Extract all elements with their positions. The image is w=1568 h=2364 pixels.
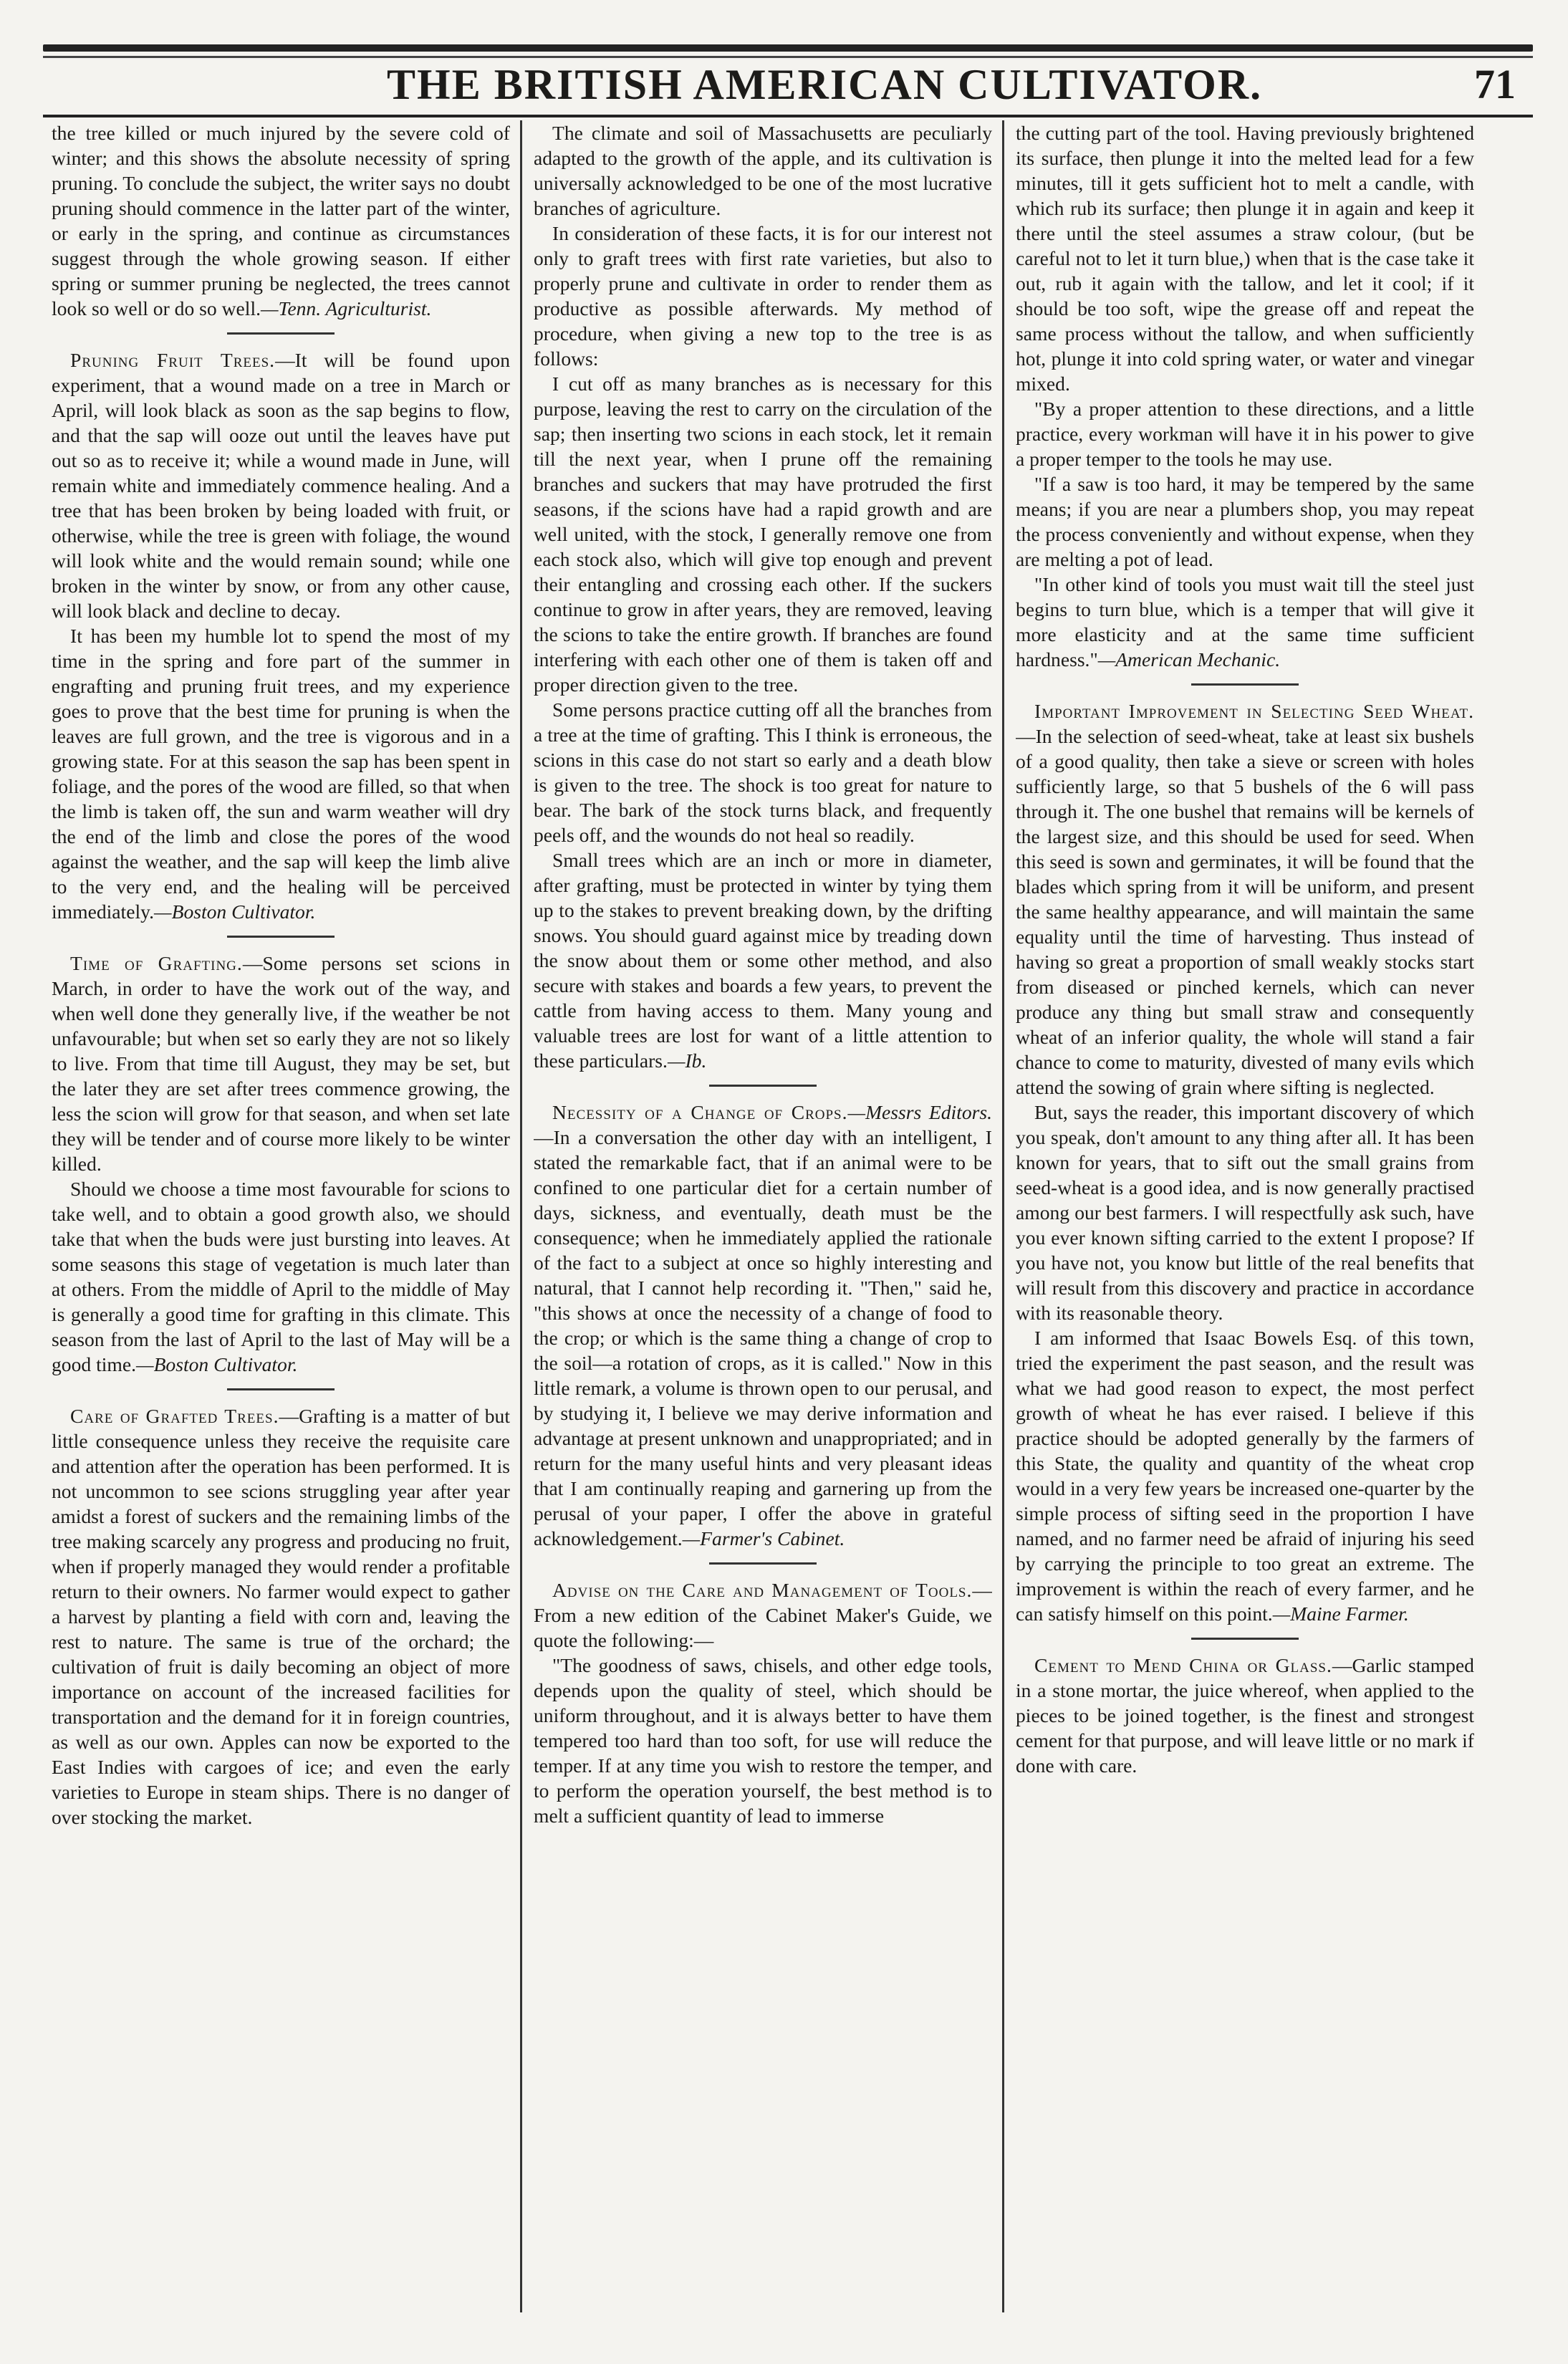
article-separator (709, 1085, 817, 1087)
article-salutation: —Messrs Editors. (847, 1101, 992, 1123)
article-paragraph: —From a new edition of the Cabinet Maker's Guide, we quote the following:— (534, 1579, 992, 1651)
column-1 (52, 120, 510, 2312)
article-source: —Tenn. Agriculturist. (261, 297, 432, 319)
article-paragraph: —Grafting is a matter of but little consequence unless they receive the requisite care and attention after the operation has been performed. It is not uncommon to see scions struggling year after year amidst a forest of suckers and the remaining limbs of the tree making scarcely any progress and producing no fruit, when if properly managed they would render a profitable return to their owners. No farmer would expect to gather a harvest by planting a field with corn and, leaving the rest to nature. The same is true of the orchard; the cultivation of fruit is daily becoming an object of more importance on account of the increased facilities for transportation and the demand for it in foreign countries, as well as our own. Apples can now be exported to the East Indies with cargoes of ice; and even the early varieties to Europe in steam ships. There is no danger of over stocking the market. (52, 1405, 510, 1828)
article-paragraph: —In the selection of seed-wheat, take at least six bushels of a good quality, then take a sieve or screen with holes sufficiently large, so that 5 bushels of the 6 will pass through it. The one bushel that remains will be kernels of the largest size, and this should be used for seed. When this seed is sown and germinates, it will be found that the blades which spring from it will be uniform, and present the same healthy appearance, and will maintain the same equality until the time of harvesting. Thus instead of having so great a proportion of small weakly stocks start from diseased or pinched kernels, which can never produce any thing but small straw and consequently wheat of an inferior quality, the whole will stand a fair chance to come to maturity, divested of many evils which attend the sowing of grain where sifting is neglected. (1016, 725, 1474, 1098)
article-paragraph: "The goodness of saws, chisels, and other edge tools, depends upon the quality of steel, which should be uniform throughout, and it is always better to have them tempered too hard than too soft, for use will reduce the temper. If at any time you wish to restore the temper, and to perform the operation yourself, the best method is to melt a sufficient quantity of lead to immerse (534, 1654, 992, 1827)
article-source: —Farmer's Cabinet. (682, 1527, 845, 1549)
article-paragraph: Some persons practice cutting off all the branches from a tree at the time of grafting. This I think is erroneous, the scions in this case do not start so early and a death blow is given to the tree. The shock is too great for nature to bear. The bark of the stock turns black, and frequently peels off, and the wounds do not heal so readily. (534, 698, 992, 846)
article-care-of-tools (534, 1577, 992, 1828)
article-change-of-crops (534, 1100, 992, 1551)
article-paragraph: —It will be found upon experiment, that a wound made on a tree in March or April, will look black as soon as the sap begins to flow, and that the sap will ooze out until the leaves have put out so as to receive it; while a wound made in June, will remain white and immediately commence healing. And a tree that has been broken by being loaded with fruit, or otherwise, while the tree is green with foliage, the wound will look white and the would remain sound; while one broken in the winter by snow, or from any other cause, will look black and decline to decay. (52, 349, 510, 622)
article-body: the tree killed or much injured by the severe cold of winter; and this shows the absolute necessity of spring pruning. To conclude the subject, the writer says no doubt pruning should commence in the latter part of the winter, or early in the spring, and continue as circumstances suggest through the whole growing season. If either spring or summer pruning be neglected, the trees cannot look so well or do so well. (52, 122, 510, 319)
article-paragraph: "If a saw is too hard, it may be tempered by the same means; if you are near a plumbers shop, you may repeat the process conveniently and without expense, when they are melting a pot of lead. (1016, 473, 1474, 570)
article-separator (709, 1562, 817, 1565)
article-separator (1191, 683, 1299, 686)
article-heading: Cement to Mend China or Glass. (1034, 1654, 1332, 1676)
article-separator (227, 1388, 335, 1390)
article-separator (1191, 1638, 1299, 1640)
article-paragraph: Should we choose a time most favourable for scions to take well, and to obtain a good growth also, we should take that when the buds were just bursting into leaves. At some seasons this stage of vegetation is much later than at others. From the middle of April to the middle of May is generally a good time for grafting in this climate. This season from the last of April to the last of May will be a good time. (52, 1178, 510, 1375)
article-paragraph: I am informed that Isaac Bowels Esq. of this town, tried the experiment the past season, and the result was what we had good reason to expect, the most perfect growth of wheat he has ever raised. I believe if this practice should be adopted generally by the farmers of this State, the quality and quantity of the wheat crop would in a very few years be increased one-quarter by the simple process of sifting seed in the proportion I have named, and no farmer need be afraid of injuring his seed by carrying the principle to too great an extreme. The improvement is within the reach of every farmer, and he can satisfy himself on this point. (1016, 1327, 1474, 1625)
article-paragraph: It has been my humble lot to spend the most of my time in the spring and fore part of the summer in engrafting and pruning fruit trees, and my experience goes to prove that the best time for pruning is when the leaves are full grown, and the tree is vigorous and in a growing state. For at this season the sap has been spent in foliage, and the pores of the wood are filled, so that when the limb is taken off, the sun and warm weather will dry the end of the limb and close the pores of the wood against the weather, and the sap will keep the limb alive to the very end, and the healing will be perceived immediately. (52, 625, 510, 923)
header-rule (43, 115, 1533, 117)
article-source: —Boston Cultivator. (154, 900, 316, 923)
article-care-of-grafted-trees (52, 1403, 510, 1830)
article-paragraph: —In a conversation the other day with an intelligent, I stated the remarkable fact, that if an animal were to be confined to one particular diet for a certain number of days, sickness, and eventually, death must be the consequence; when he immediately applied the rationale of the fact to a subject at once so highly interesting and natural, that I cannot help recording it. "Then," said he, "this shows at once the necessity of a change of food to the crop; or which is the same thing a change of crop to the soil—a rotation of crops, as it is called." Now in this little remark, a volume is thrown open to our perusal, and by studying it, I believe we may derive information and advantage at present unknown and unappropriated; and in return for the many useful hints and very pleasant ideas that I am continually reaping and garnering up from the perusal of your paper, I offer the above in grateful acknowledgement. (534, 1126, 992, 1549)
article-grafted-trees-continued (534, 120, 992, 1073)
article-seed-wheat (1016, 698, 1474, 1626)
page-number: 71 (1474, 61, 1516, 107)
masthead-title: THE BRITISH AMERICAN CULTIVATOR. (387, 61, 1263, 108)
article-source: —Maine Farmer. (1272, 1603, 1409, 1625)
article-heading: Necessity of a Change of Crops. (552, 1101, 848, 1123)
article-paragraph: But, says the reader, this important discovery of which you speak, don't amount to any thing after all. It has been known for years, that to sift out the small grains from seed-wheat is a good idea, and is now generally practised among our best farmers. I will respectfully ask such, have you ever known sifting carried to the extent I propose? If you have not, you know but little of the real benefits that will result from this discovery and practice in accordance with its reasonable theory. (1016, 1101, 1474, 1324)
article-heading: Time of Grafting. (70, 952, 243, 974)
masthead (43, 57, 1533, 115)
article-separator (227, 332, 335, 335)
article-paragraph: "In other kind of tools you must wait till the steel just begins to turn blue, which is a temper that will give it more elasticity and at the same time sufficient hardness." (1016, 573, 1474, 671)
article-paragraph: In consideration of these facts, it is for our interest not only to graft trees with first rate varieties, but also to properly prune and cultivate in order to render them as productive as possible afterwards. My method of procedure, when giving a new top to the tree is as follows: (534, 222, 992, 370)
column-3 (1016, 120, 1474, 2312)
article-paragraph: the cutting part of the tool. Having previously brightened its surface, then plunge it into the melted lead for a few minutes, till it gets sufficient hot to melt a candle, with which rub its surface; then plunge it in again and keep it there until the steel assumes a straw colour, (but be careful not to let it turn blue,) when that is the case take it out, rub it again with the tallow, and let it cool; if it should be too soft, wipe the grease off and repeat the same process without the tallow, and when sufficiently hot, plunge it into cold spring water, or water and vinegar mixed. (1016, 122, 1474, 395)
column-divider (520, 120, 522, 2312)
article-separator (227, 936, 335, 938)
article-cement-china (1016, 1653, 1474, 1778)
article-paragraph: The climate and soil of Massachusetts are peculiarly adapted to the growth of the apple, and its cultivation is universally acknowledged to be one of the most lucrative branches of agriculture. (534, 122, 992, 219)
top-rule (43, 44, 1533, 52)
article-source: —American Mechanic. (1097, 648, 1281, 671)
article-heading: Care of Grafted Trees. (70, 1405, 279, 1427)
article-time-of-grafting (52, 951, 510, 1377)
article-source: —Boston Cultivator. (136, 1353, 298, 1375)
column-divider (1002, 120, 1004, 2312)
column-2 (534, 120, 992, 2312)
article-paragraph: Small trees which are an inch or more in diameter, after grafting, must be protected in winter by tying them up to the stakes to prevent breaking down, by the drifting snows. You should guard against mice by treading down the snow about them or some other method, and also secure with stakes and boards a few years, to prevent the cattle from having access to them. Many young and valuable trees are lost for want of a little attention to these particulars. (534, 849, 992, 1072)
article-heading: Advise on the Care and Management of Tools. (552, 1579, 973, 1601)
article-source: —Ib. (667, 1049, 707, 1072)
article-pruning-continued (52, 120, 510, 321)
article-paragraph: I cut off as many branches as is necessary for this purpose, leaving the rest to carry on the circulation of the sap; then inserting two scions in each stock, let it remain till the next year, when I prune off the remaining branches and suckers that may have protruded the first seasons, if the scions have had a rapid growth and are well united, with the stock, I generally remove one from each stock also, which will give top enough and prevent their entangling and crossing each other. If the suckers continue to grow in after years, they are removed, leaving the scions to take the entire growth. If branches are found interfering with each other one of them is taken off and proper direction given to the tree. (534, 373, 992, 696)
article-paragraph: "By a proper attention to these directions, and a little practice, every workman will have it in his power to give a proper temper to the tools he may use. (1016, 398, 1474, 470)
article-paragraph: —Garlic stamped in a stone mortar, the juice whereof, when applied to the pieces to be joined together, is the finest and strongest cement for that purpose, and will leave little or no mark if done with care. (1016, 1654, 1474, 1777)
article-heading: Pruning Fruit Trees. (70, 349, 276, 371)
article-pruning-fruit-trees (52, 347, 510, 924)
article-paragraph: —Some persons set scions in March, in order to have the work out of the way, and when well done they generally live, if the weather be not unfavourable; but when set so early they are not so likely to live. From that time till August, they may be set, but the later they are set after trees commence growing, the less the scion will grow for that season, and when set late they will be tender and of course more likely to be winter killed. (52, 952, 510, 1175)
article-tools-continued (1016, 120, 1474, 672)
article-heading: Important Improvement in Selecting Seed Wheat. (1034, 700, 1474, 722)
